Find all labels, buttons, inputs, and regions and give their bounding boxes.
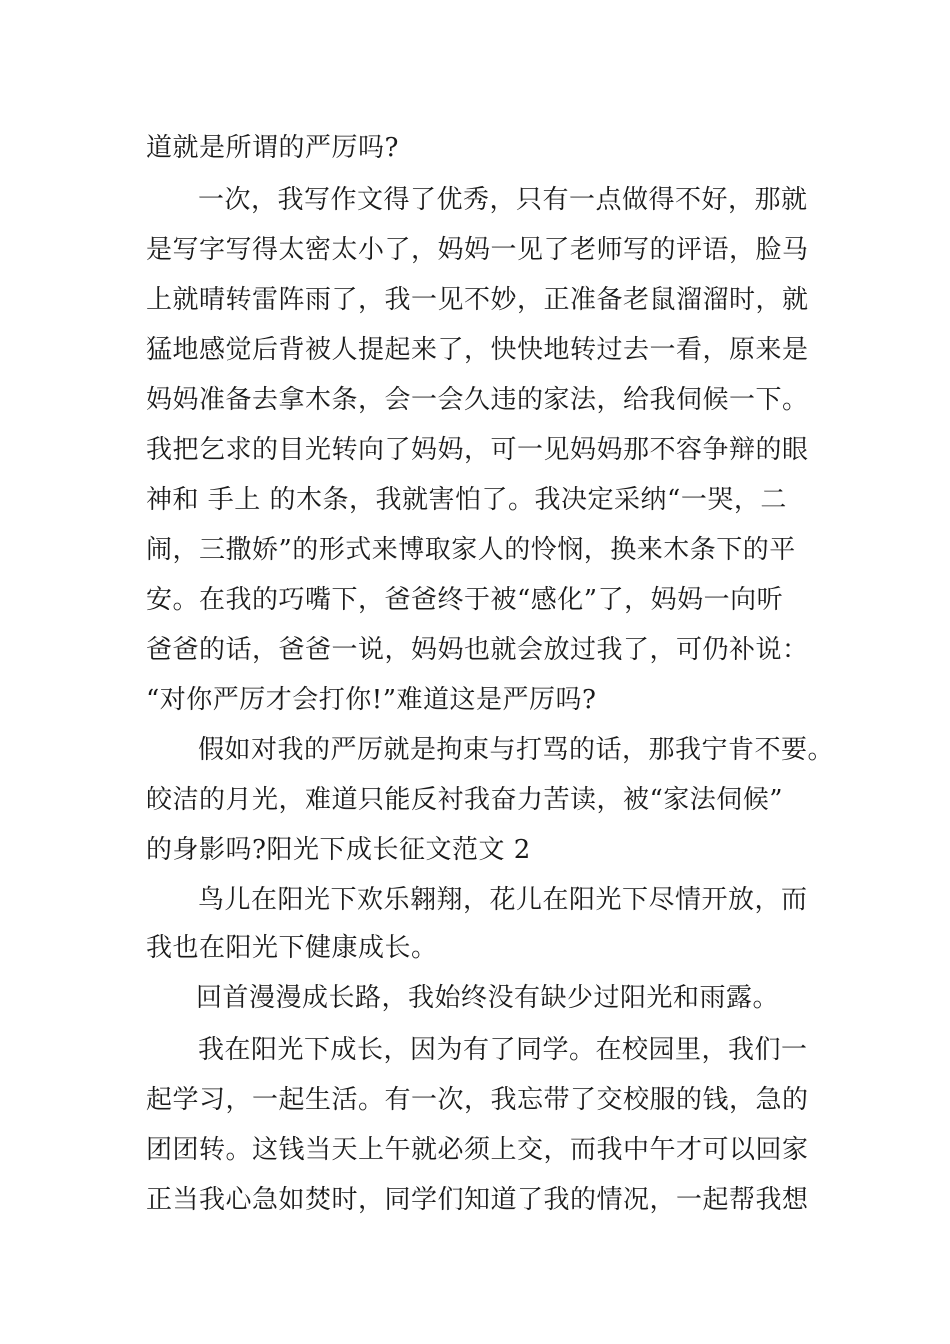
text-line: 的身影吗?阳光下成长征文范文 2 [146, 835, 531, 865]
text-line: “对你严厉才会打你!”难道这是严厉吗? [146, 685, 597, 715]
text-line: 道就是所谓的严厉吗? [146, 133, 399, 163]
text-line: 妈妈准备去拿木条，会一会久违的家法，给我伺候一下。 [146, 385, 809, 415]
text-line: 闹，三撒娇”的形式来博取家人的怜悯，换来木条下的平 [146, 535, 796, 565]
text-line: 我也在阳光下健康成长。 [146, 933, 438, 963]
text-line: 猛地感觉后背被人提起来了，快快地转过去一看，原来是 [146, 335, 809, 365]
text-line: 安。在我的巧嘴下，爸爸终于被“感化”了，妈妈一向听 [146, 585, 784, 615]
text-line: 正当我心急如焚时，同学们知道了我的情况，一起帮我想 [146, 1185, 809, 1215]
text-line: 是写字写得太密太小了，妈妈一见了老师写的评语，脸马 [146, 235, 809, 265]
text-line: 我把乞求的目光转向了妈妈，可一见妈妈那不容争辩的眼 [146, 435, 809, 465]
text-line: 回首漫漫成长路，我始终没有缺少过阳光和雨露。 [196, 983, 780, 1013]
text-line: 我在阳光下成长，因为有了同学。在校园里，我们一 [198, 1035, 808, 1065]
text-line: 团团转。这钱当天上午就必须上交，而我中午才可以回家 [146, 1135, 809, 1165]
text-line: 假如对我的严厉就是拘束与打骂的话，那我宁肯不要。 [198, 735, 835, 765]
text-line: 鸟儿在阳光下欢乐翱翔，花儿在阳光下尽情开放，而 [198, 885, 808, 915]
text-line: 皎洁的月光，难道只能反衬我奋力苦读，被“家法伺候” [146, 785, 784, 815]
text-line: 上就晴转雷阵雨了，我一见不妙，正准备老鼠溜溜时，就 [146, 285, 809, 315]
text-line: 爸爸的话，爸爸一说，妈妈也就会放过我了，可仍补说： [146, 635, 809, 665]
text-line: 神和 手上 的木条，我就害怕了。我决定采纳“一哭，二 [146, 485, 787, 515]
text-line: 起学习，一起生活。有一次，我忘带了交校服的钱，急的 [146, 1085, 809, 1115]
text-line: 一次，我写作文得了优秀，只有一点做得不好，那就 [198, 185, 808, 215]
